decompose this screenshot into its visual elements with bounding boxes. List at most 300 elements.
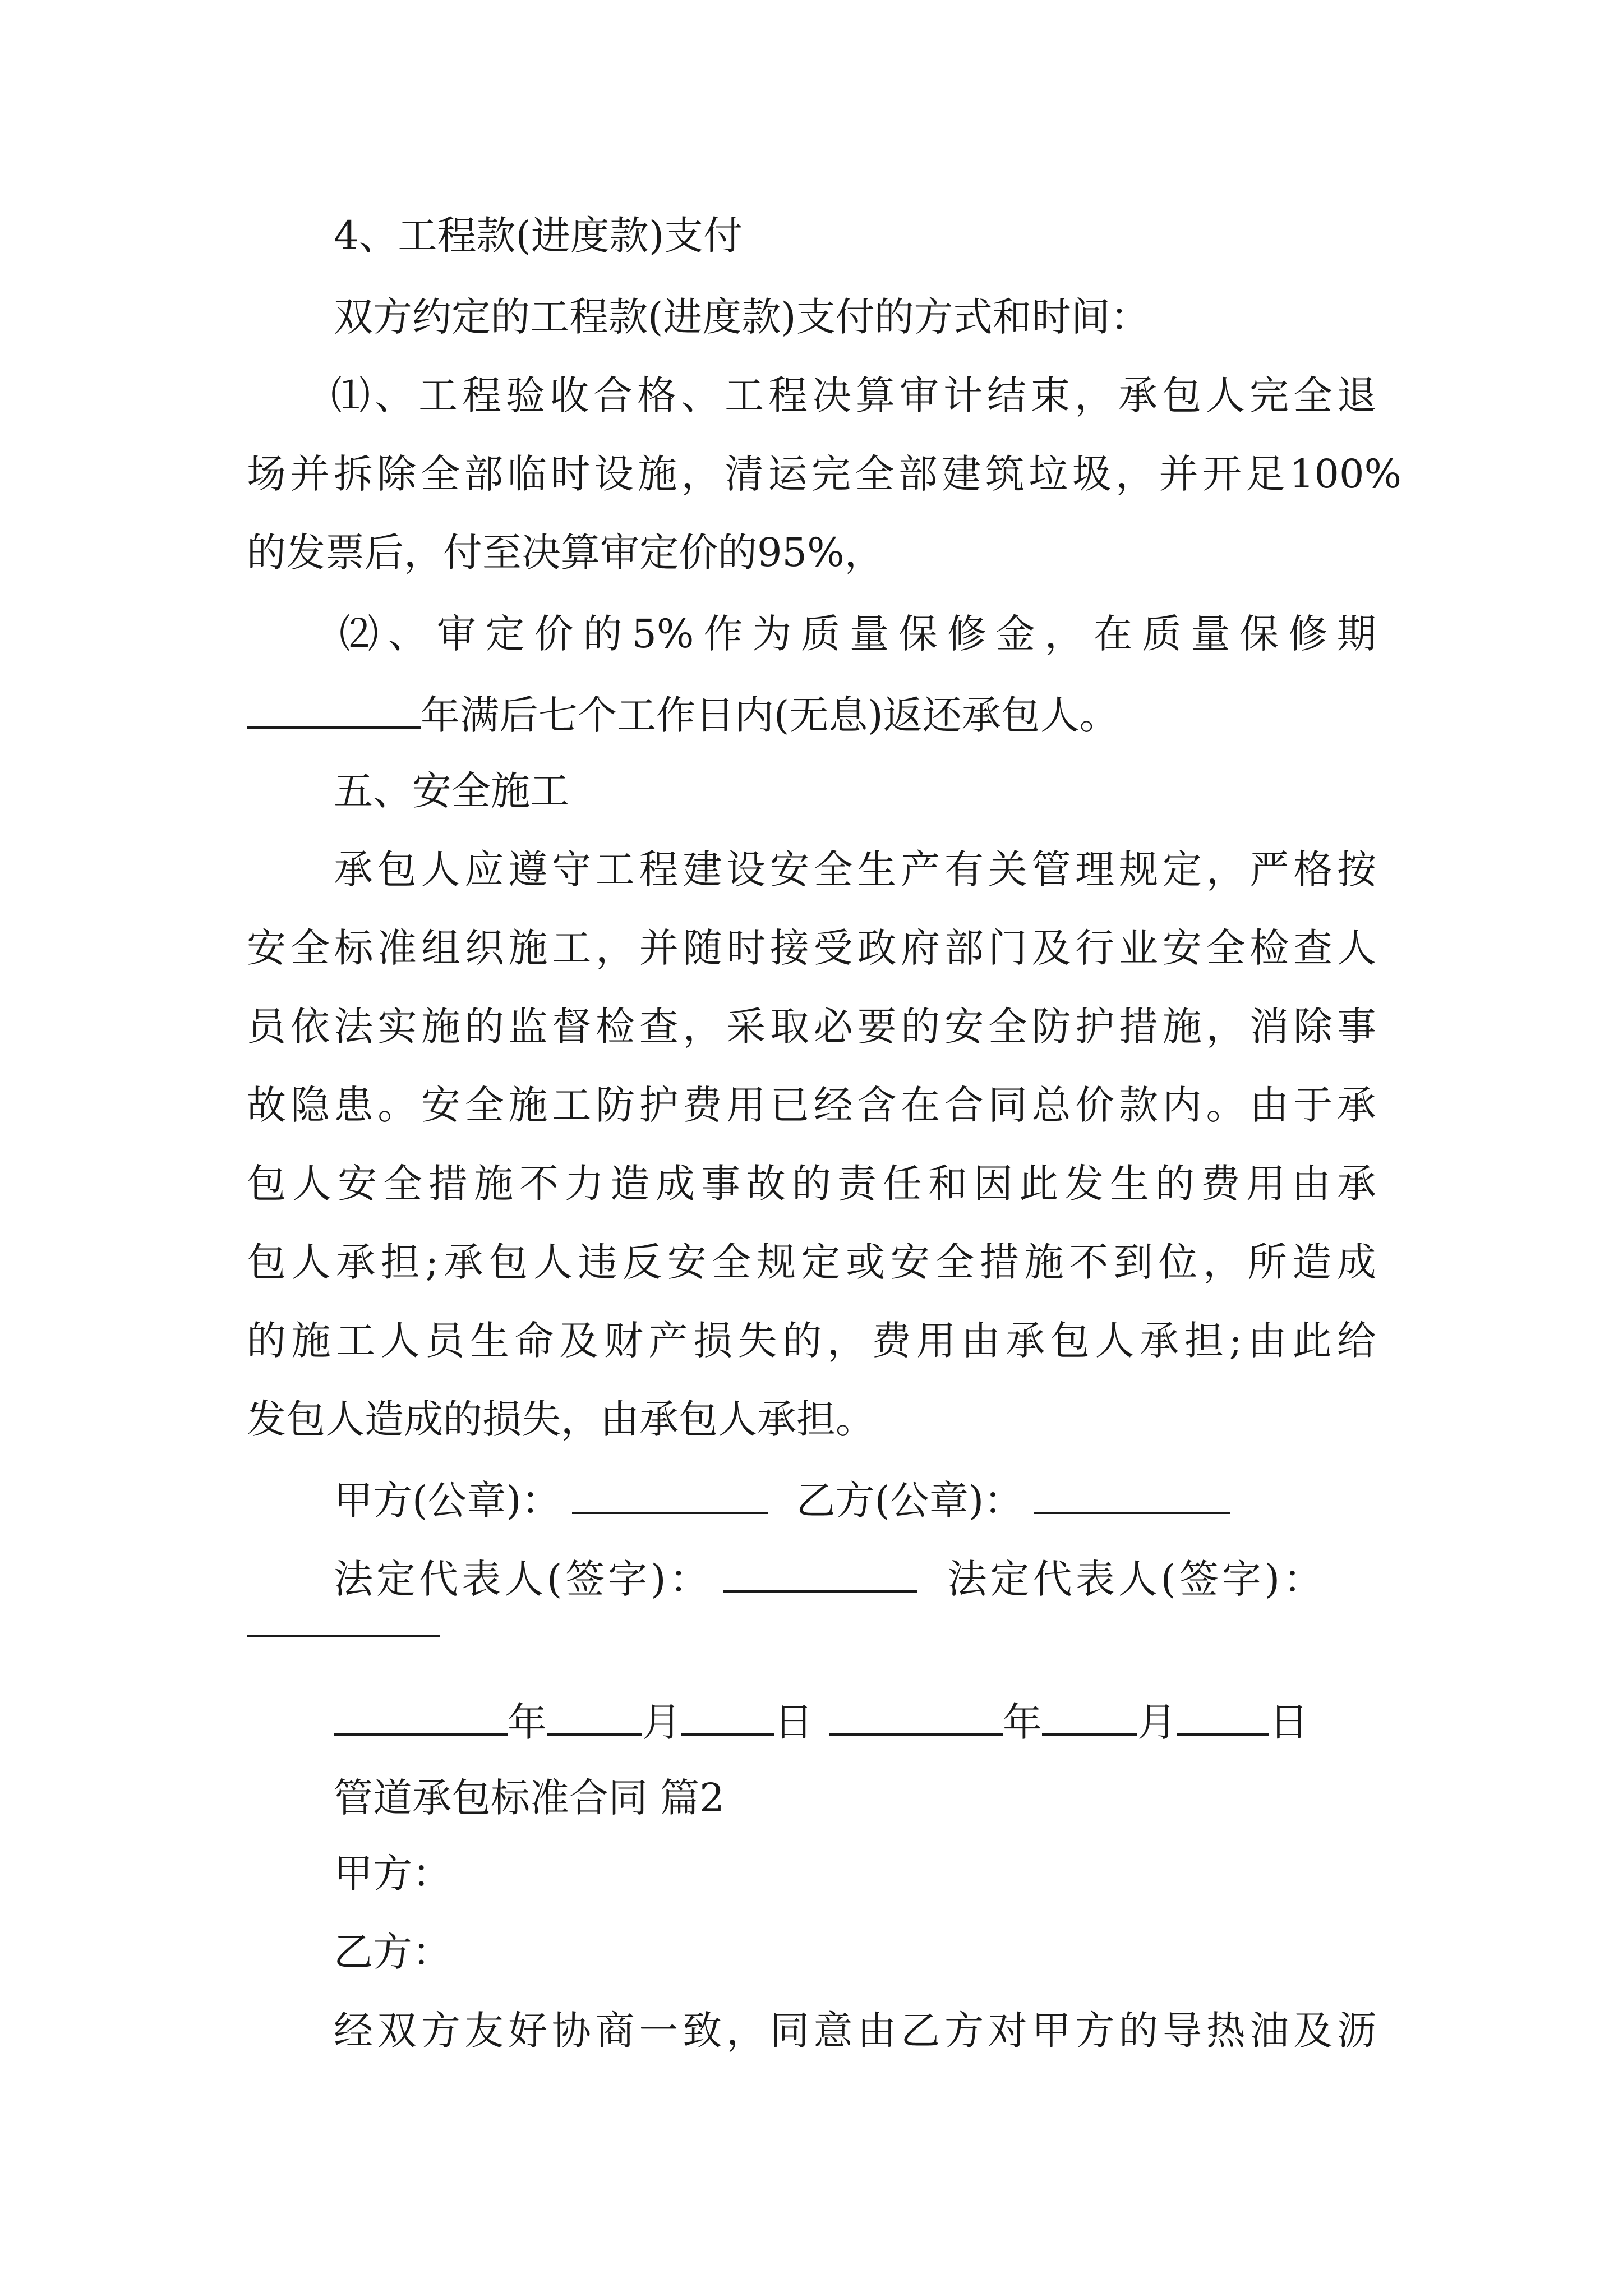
date-a-day-label: 日 [774, 1699, 813, 1745]
text-glyph: 施 [508, 925, 548, 971]
text-glyph: 造 [610, 1161, 649, 1207]
text-glyph: 清 [724, 451, 764, 497]
text-glyph: 生 [857, 846, 897, 892]
safety-heading-text: 五、安全施工 [334, 768, 569, 814]
text-glyph: 安 [890, 1239, 930, 1285]
text-glyph: 事 [701, 1161, 740, 1207]
text-glyph: 束 [1031, 372, 1070, 418]
text-glyph: 圾 [1072, 451, 1112, 497]
text-glyph: 故 [247, 1082, 286, 1128]
text-glyph: ， [1115, 451, 1155, 497]
text-glyph: 担 [1184, 1318, 1224, 1364]
text-glyph: 同 [769, 2008, 809, 2054]
text-glyph: 检 [596, 1004, 635, 1050]
safety-line-7 [0, 1315, 1623, 1366]
text-glyph: 、 [681, 372, 720, 418]
safety-line-4 [0, 1080, 1623, 1130]
text-glyph: 损 [693, 1318, 733, 1364]
text-glyph: 沥 [1336, 2008, 1376, 2054]
text-glyph: 安 [338, 1161, 377, 1207]
text-glyph: 并 [639, 925, 679, 971]
text-glyph: 并 [290, 451, 330, 497]
text-glyph: 包 [488, 1239, 528, 1285]
text-glyph: 作 [703, 611, 743, 657]
legal-rep-b-blank[interactable] [247, 1635, 440, 1637]
date-b-year-blank[interactable] [829, 1694, 1003, 1736]
text-glyph: 设 [726, 846, 766, 892]
text-glyph: 施 [474, 1161, 513, 1207]
safety-line-8-text: 发包人造成的损失，由承包人承担。 [247, 1396, 875, 1442]
text-glyph: 理 [1075, 846, 1115, 892]
text-glyph: 计 [943, 372, 983, 418]
text-glyph: 组 [421, 925, 460, 971]
legal-rep-a-label: 法定代表人(签字)： [334, 1556, 712, 1602]
text-glyph: 程 [462, 372, 501, 418]
text-glyph: 施 [421, 1004, 460, 1050]
text-glyph: ， [681, 451, 721, 497]
text-glyph: 行 [1075, 925, 1115, 971]
text-glyph: 措 [1119, 1004, 1158, 1050]
legal-rep-a-blank[interactable] [723, 1551, 917, 1593]
text-glyph: 费 [872, 1318, 911, 1364]
text-glyph: 和 [928, 1161, 967, 1207]
text-glyph: 全 [935, 1239, 975, 1285]
text-glyph: 意 [813, 2008, 853, 2054]
text-glyph: 的 [464, 1004, 504, 1050]
text-glyph: 包 [247, 1161, 286, 1207]
text-glyph: 防 [596, 1082, 635, 1128]
text-glyph: 督 [552, 1004, 592, 1050]
date-b-year-label: 年 [1003, 1699, 1042, 1745]
text-glyph: 管 [1031, 846, 1071, 892]
section-2-intro [0, 2005, 1623, 2056]
text-glyph: 人 [291, 1239, 331, 1285]
text-glyph: 准 [377, 925, 417, 971]
text-glyph: 退 [1337, 372, 1376, 418]
text-glyph: 员 [247, 1004, 286, 1050]
text-glyph: 合 [593, 372, 633, 418]
text-glyph: 期 [1336, 611, 1376, 657]
date-b-month-blank[interactable] [1042, 1694, 1137, 1736]
text-glyph: 对 [988, 2008, 1027, 2054]
text-glyph: 全 [383, 1161, 422, 1207]
text-glyph: 业 [1119, 925, 1158, 971]
text-glyph: 命 [514, 1318, 554, 1364]
text-glyph: 财 [603, 1318, 643, 1364]
text-glyph: 生 [1110, 1161, 1149, 1207]
text-glyph: 质 [1142, 611, 1182, 657]
text-glyph: 时 [551, 451, 591, 497]
text-glyph: 场 [247, 451, 286, 497]
date-a-day-blank[interactable] [681, 1694, 774, 1736]
text-glyph: 造 [1292, 1239, 1332, 1285]
text-glyph: 完 [1249, 372, 1289, 418]
text-glyph: 时 [726, 925, 766, 971]
text-glyph: 承 [444, 1239, 483, 1285]
text-glyph: 保 [898, 611, 938, 657]
text-glyph: 患 [334, 1082, 374, 1128]
text-glyph: 府 [901, 925, 940, 971]
date-b-day-label: 日 [1269, 1699, 1308, 1745]
text-glyph: 双 [377, 2008, 417, 2054]
text-glyph: 施 [638, 451, 677, 497]
text-glyph: 发 [1064, 1161, 1104, 1207]
date-a-month-label: 月 [642, 1699, 681, 1745]
text-glyph: 质 [801, 611, 841, 657]
text-glyph: 协 [551, 2008, 591, 2054]
text-glyph: 人 [1336, 925, 1376, 971]
text-glyph: 设 [594, 451, 634, 497]
text-glyph: 定 [485, 611, 525, 657]
text-glyph: 导 [1162, 2008, 1202, 2054]
text-glyph: 总 [1031, 1082, 1071, 1128]
text-glyph: 工 [418, 372, 458, 418]
text-glyph: 隐 [290, 1082, 330, 1128]
text-glyph: 量 [1191, 611, 1230, 657]
payment-intro-text: 双方约定的工程款(进度款)支付的方式和时间： [334, 294, 1150, 340]
text-glyph: 修 [947, 611, 986, 657]
text-glyph: 建 [942, 451, 981, 497]
party-a-seal-blank[interactable] [572, 1473, 768, 1514]
text-glyph: 安 [944, 1004, 984, 1050]
text-glyph: 方 [944, 2008, 984, 2054]
text-glyph: 算 [856, 372, 895, 418]
date-a-month-blank[interactable] [547, 1694, 642, 1736]
text-glyph: 不 [519, 1161, 559, 1207]
text-glyph: 任 [883, 1161, 922, 1207]
text-glyph: 措 [428, 1161, 468, 1207]
text-glyph: ， [1203, 1239, 1242, 1285]
text-glyph: 监 [508, 1004, 548, 1050]
text-glyph: 及 [1031, 925, 1071, 971]
text-glyph: 全 [813, 846, 853, 892]
text-glyph: 门 [988, 925, 1027, 971]
text-glyph: 包 [247, 1239, 286, 1285]
text-glyph: 价 [534, 611, 574, 657]
text-glyph: 违 [578, 1239, 617, 1285]
text-glyph: 定 [801, 1239, 841, 1285]
section-2-heading-text: 管道承包标准合同 篇2 [334, 1775, 725, 1821]
text-glyph: ， [683, 1004, 722, 1050]
text-glyph: 在 [901, 1082, 940, 1128]
text-glyph: 由 [961, 1318, 1000, 1364]
text-glyph: 承 [1336, 1082, 1376, 1128]
text-glyph: 或 [846, 1239, 886, 1285]
text-glyph: 不 [1069, 1239, 1109, 1285]
safety-line-6 [0, 1237, 1623, 1287]
text-glyph: 垃 [1029, 451, 1068, 497]
text-glyph: 承 [334, 846, 373, 892]
text-glyph: 标 [334, 925, 374, 971]
text-glyph: 力 [565, 1161, 604, 1207]
text-glyph: 、 [375, 372, 414, 418]
text-glyph: 费 [683, 1082, 722, 1128]
text-glyph: 安 [421, 1082, 460, 1128]
legal-rep-row [0, 1551, 1623, 1602]
text-glyph: 开 [1202, 451, 1242, 497]
text-glyph: 程 [768, 372, 808, 418]
text-glyph: 施 [1024, 1239, 1064, 1285]
text-glyph: 经 [813, 1082, 853, 1128]
text-glyph: 此 [1019, 1161, 1058, 1207]
text-glyph: 护 [1075, 1004, 1115, 1050]
text-glyph: 承 [1140, 1318, 1179, 1364]
text-glyph: 安 [247, 925, 286, 971]
text-glyph: 严 [1249, 846, 1289, 892]
section-2-party-b [0, 1927, 1623, 1977]
text-glyph: 反 [623, 1239, 662, 1285]
text-glyph: 致 [683, 2008, 722, 2054]
text-glyph: 甲 [1031, 2008, 1071, 2054]
text-glyph: 方 [1075, 2008, 1115, 2054]
text-glyph: 全 [464, 1082, 504, 1128]
text-glyph: 查 [1293, 925, 1332, 971]
payment-intro [0, 292, 1623, 342]
text-glyph: 款 [1119, 1082, 1158, 1128]
text-glyph: 的 [792, 1161, 831, 1207]
text-glyph: 决 [812, 372, 851, 418]
text-glyph: 定 [1162, 846, 1202, 892]
text-glyph: 所 [1247, 1239, 1287, 1285]
text-glyph: 收 [550, 372, 589, 418]
text-glyph: 包 [1050, 1318, 1090, 1364]
text-glyph: 部 [944, 925, 984, 971]
text-glyph: 油 [1249, 2008, 1289, 2054]
safety-heading [0, 766, 1623, 816]
date-row [0, 1694, 1623, 1745]
text-glyph: 包 [1162, 372, 1201, 418]
text-glyph: ， [827, 1318, 866, 1364]
text-glyph: 价 [1075, 1082, 1115, 1128]
text-glyph: 。 [377, 1082, 417, 1128]
text-glyph: ， [1044, 611, 1084, 657]
text-glyph: 人 [1095, 1318, 1135, 1364]
text-glyph: 审 [900, 372, 939, 418]
text-glyph: 用 [1246, 1161, 1285, 1207]
text-glyph: 安 [1162, 925, 1202, 971]
text-glyph: 及 [1293, 2008, 1333, 2054]
text-glyph: 人 [421, 846, 460, 892]
text-glyph: 全 [420, 451, 460, 497]
date-b-day-blank[interactable] [1177, 1694, 1269, 1736]
text-glyph: ， [1206, 846, 1246, 892]
text-glyph: 除 [377, 451, 417, 497]
text-glyph: 由 [1292, 1161, 1331, 1207]
section-2-heading [0, 1773, 1623, 1823]
party-b-seal-blank[interactable] [1034, 1473, 1230, 1514]
text-glyph: 产 [648, 1318, 688, 1364]
safety-line-2 [0, 923, 1623, 973]
text-glyph: 用 [726, 1082, 766, 1128]
text-glyph: 到 [1113, 1239, 1153, 1285]
text-glyph: 消 [1249, 1004, 1289, 1050]
text-glyph: 筑 [985, 451, 1025, 497]
text-glyph: 施 [1162, 1004, 1202, 1050]
text-glyph: 拆 [333, 451, 373, 497]
text-glyph: 依 [290, 1004, 330, 1050]
text-glyph: 的 [1119, 2008, 1159, 2054]
party-a-seal-label: 甲方(公章)： [334, 1478, 561, 1524]
text-glyph: 的 [247, 1318, 286, 1364]
text-glyph: ; [1229, 1318, 1242, 1364]
text-glyph: 施 [508, 1082, 548, 1128]
text-glyph: 金 [995, 611, 1035, 657]
text-glyph: 完 [811, 451, 851, 497]
text-glyph: 查 [639, 1004, 679, 1050]
text-glyph: 乙 [901, 2008, 940, 2054]
safety-line-3 [0, 1001, 1623, 1052]
clause-2-line-1 [0, 609, 1623, 659]
text-glyph: 关 [988, 846, 1027, 892]
text-glyph: 运 [768, 451, 808, 497]
text-glyph: 规 [1119, 846, 1159, 892]
text-glyph: 法 [334, 1004, 374, 1050]
text-glyph: 好 [508, 2008, 548, 2054]
text-glyph: 人 [380, 1318, 420, 1364]
text-glyph: 取 [770, 1004, 809, 1050]
text-glyph: 费 [1201, 1161, 1240, 1207]
text-glyph: 含 [857, 1082, 897, 1128]
text-glyph: 有 [944, 846, 984, 892]
text-glyph: 应 [464, 846, 504, 892]
text-glyph: 员 [425, 1318, 465, 1364]
text-glyph: 担 [380, 1239, 420, 1285]
text-glyph: 守 [551, 846, 591, 892]
text-glyph: 格 [637, 372, 676, 418]
text-glyph: 的 [583, 611, 623, 657]
text-glyph: 失 [737, 1318, 777, 1364]
text-glyph: 因 [974, 1161, 1013, 1207]
date-a-year-label: 年 [508, 1699, 547, 1745]
text-glyph: 按 [1336, 846, 1376, 892]
text-glyph: 全 [712, 1239, 751, 1285]
text-glyph: ⑵ [339, 611, 379, 657]
text-glyph: 为 [752, 611, 792, 657]
text-glyph: 承 [336, 1239, 376, 1285]
text-glyph: 及 [559, 1318, 599, 1364]
text-glyph: 采 [726, 1004, 766, 1050]
text-glyph: 成 [656, 1161, 695, 1207]
text-glyph: 除 [1293, 1004, 1332, 1050]
text-glyph: 全 [1206, 925, 1246, 971]
text-glyph: 承 [1006, 1318, 1045, 1364]
text-glyph: 格 [1293, 846, 1333, 892]
text-glyph: 工 [725, 372, 764, 418]
text-glyph: 由 [857, 2008, 897, 2054]
text-glyph: 工 [595, 846, 635, 892]
safety-line-1 [0, 844, 1623, 895]
text-glyph: 护 [639, 1082, 679, 1128]
text-glyph: 施 [291, 1318, 331, 1364]
text-glyph: 在 [1093, 611, 1133, 657]
text-glyph: 临 [507, 451, 547, 497]
text-glyph: 承 [1337, 1161, 1376, 1207]
date-b-month-label: 月 [1137, 1699, 1177, 1745]
text-glyph: 工 [552, 925, 592, 971]
text-glyph: 于 [1293, 1082, 1332, 1128]
legal-rep-b-label: 法定代表人(签字)： [947, 1556, 1326, 1602]
text-glyph: 责 [837, 1161, 877, 1207]
text-glyph: 全 [988, 1004, 1027, 1050]
text-glyph: 承 [1118, 372, 1158, 418]
text-glyph: 由 [1249, 1082, 1289, 1128]
text-glyph: ， [1075, 372, 1114, 418]
text-glyph: 政 [857, 925, 897, 971]
text-glyph: 故 [746, 1161, 786, 1207]
text-glyph: ， [1206, 1004, 1246, 1050]
text-glyph: 人 [292, 1161, 331, 1207]
safety-line-5 [0, 1158, 1623, 1209]
text-glyph: 检 [1249, 925, 1289, 971]
text-glyph: 安 [769, 846, 809, 892]
section-2-party-a-text: 甲方： [334, 1851, 451, 1897]
text-glyph: ; [425, 1239, 439, 1285]
text-glyph: 工 [552, 1082, 592, 1128]
clause-1-line-3-text: 的发票后，付至决算审定价的95%， [247, 530, 884, 576]
text-glyph: 友 [464, 2008, 504, 2054]
text-glyph: 足 [1246, 451, 1285, 497]
text-glyph: 全 [855, 451, 895, 497]
safety-line-8 [0, 1394, 1623, 1444]
text-glyph: 的 [782, 1318, 822, 1364]
text-glyph: 全 [1293, 372, 1332, 418]
text-glyph: 必 [813, 1004, 853, 1050]
text-glyph: 方 [421, 2008, 460, 2054]
party-b-seal-label: 乙方(公章)： [796, 1478, 1023, 1524]
text-glyph: ， [726, 2008, 766, 2054]
text-glyph: 量 [849, 611, 889, 657]
date-a-year-blank[interactable] [334, 1694, 508, 1736]
text-glyph: 验 [506, 372, 545, 418]
text-glyph: 并 [1159, 451, 1198, 497]
clause-2-line-2-text: 年满后七个工作日内(无息)返还承包人。 [421, 692, 1119, 738]
text-glyph: 织 [464, 925, 504, 971]
text-glyph: 100% [1289, 451, 1401, 497]
clause-2-line-2 [0, 687, 1623, 738]
text-glyph: 商 [595, 2008, 635, 2054]
text-glyph: 的 [1155, 1161, 1195, 1207]
text-glyph: ⑴ [331, 372, 370, 418]
text-glyph: 程 [639, 846, 679, 892]
text-glyph: 。 [1206, 1082, 1246, 1128]
text-glyph: 经 [334, 2008, 373, 2054]
text-glyph: 审 [436, 611, 476, 657]
warranty-years-blank[interactable] [247, 687, 421, 729]
text-glyph: 同 [988, 1082, 1027, 1128]
text-glyph: 产 [901, 846, 940, 892]
text-glyph: 建 [683, 846, 722, 892]
payment-heading-text: 4、工程款(进度款)支付 [334, 213, 743, 259]
text-glyph: 成 [1336, 1239, 1376, 1285]
section-2-party-a [0, 1848, 1623, 1899]
text-glyph: 工 [336, 1318, 376, 1364]
clause-1-line-1 [0, 370, 1623, 421]
text-glyph: 给 [1336, 1318, 1376, 1364]
text-glyph: 用 [916, 1318, 956, 1364]
text-glyph: 部 [464, 451, 504, 497]
text-glyph: 事 [1336, 1004, 1376, 1050]
text-glyph: 生 [470, 1318, 510, 1364]
text-glyph: 由 [1247, 1318, 1287, 1364]
text-glyph: 已 [770, 1082, 809, 1128]
text-glyph: 保 [1239, 611, 1279, 657]
text-glyph: 部 [898, 451, 938, 497]
text-glyph: 的 [901, 1004, 940, 1050]
payment-heading [0, 210, 1623, 261]
text-glyph: 位 [1158, 1239, 1198, 1285]
text-glyph: 内 [1162, 1082, 1202, 1128]
text-glyph: 随 [683, 925, 722, 971]
